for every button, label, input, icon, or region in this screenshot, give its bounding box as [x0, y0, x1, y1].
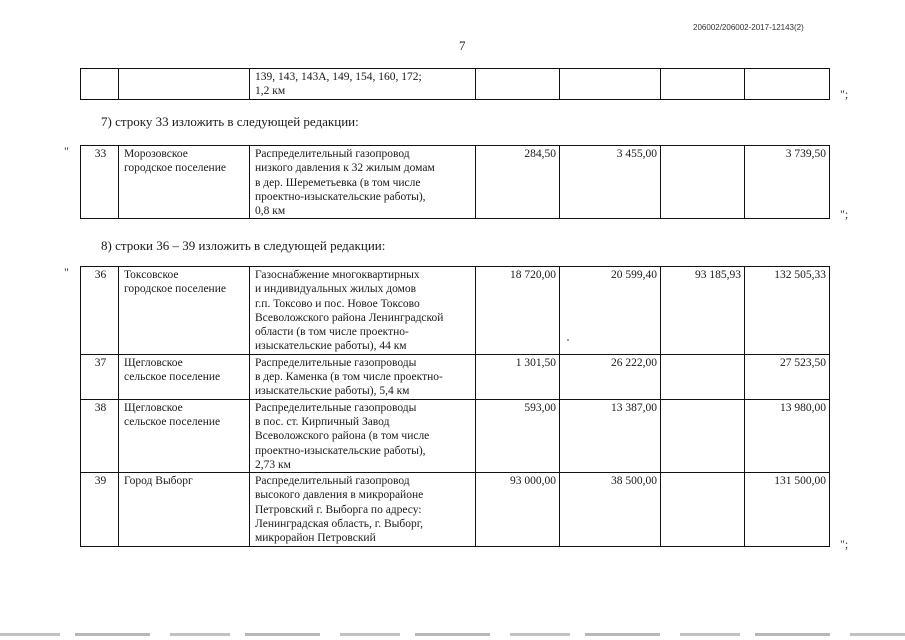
- cell-text-line: изыскательские работы), 44 км: [255, 340, 407, 353]
- description-cell: [250, 69, 476, 100]
- cell-text: 93 185,93: [695, 269, 741, 281]
- cell-text-line: Морозовское: [124, 148, 188, 160]
- cell-text-line: высокого давления в микрорайоне: [255, 489, 424, 502]
- cell-text: 36: [94, 269, 107, 281]
- scan-edge-artifact: [0, 633, 905, 636]
- total-amount-cell: [745, 399, 830, 472]
- row-number-cell: [81, 354, 119, 399]
- amount-cell: [661, 354, 745, 399]
- amount-cell: [476, 473, 560, 546]
- cell-text: 13 980,00: [780, 401, 826, 414]
- total-amount-cell: [745, 267, 830, 355]
- cell-text-line: и индивидуальных жилых домов: [255, 283, 417, 296]
- cell-text-line: Распределительные газопроводы: [255, 356, 417, 369]
- cell-text-line: микрорайон Петровский: [255, 532, 376, 545]
- amount-cell: [560, 267, 661, 355]
- amount-cell: [560, 69, 661, 100]
- cell-text-line: изыскательские работы), 5,4 км: [255, 385, 410, 398]
- cell-text-line: Распределительные газопроводы: [255, 401, 417, 414]
- cell-text-line: в дер. Шереметьевка (в том числе: [255, 176, 421, 189]
- cell-text-line: Всеволожского района (в том числе: [255, 430, 430, 443]
- scan-speck: [567, 339, 569, 341]
- table-row: [81, 473, 830, 546]
- municipality-cell: [119, 399, 250, 472]
- cell-text: 93 000,00: [510, 475, 556, 488]
- description-cell: [250, 399, 476, 472]
- municipality-cell: [119, 267, 250, 355]
- cell-text: 20 599,40: [611, 269, 657, 281]
- amount-cell: [661, 473, 745, 546]
- total-amount-cell: [745, 354, 830, 399]
- row-number-cell: [81, 267, 119, 355]
- cell-text: 3 455,00: [616, 148, 657, 160]
- table-rows-36-39: [80, 266, 830, 547]
- cell-text-line: городское поселение: [124, 162, 226, 175]
- amount-cell: [476, 354, 560, 399]
- cell-text: 1 301,50: [515, 356, 556, 369]
- cell-text-line: проектно-изыскательские работы),: [255, 190, 426, 203]
- cell-text-line: 139, 143, 143А, 149, 154, 160, 172;: [255, 71, 422, 83]
- table-row: [81, 69, 830, 100]
- description-cell: [250, 473, 476, 546]
- cell-text-line: г.п. Токсово и пос. Новое Токсово: [255, 297, 420, 310]
- cell-text-line: области (в том числе проектно-: [255, 326, 409, 339]
- page-number: 7: [459, 38, 466, 53]
- cell-text-line: Распределительный газопровод: [255, 148, 410, 160]
- cell-text-line: 1,2 км: [255, 85, 286, 98]
- cell-text-line: городское поселение: [124, 283, 226, 296]
- cell-text-line: Токсовское: [124, 269, 179, 281]
- total-amount-cell: [745, 69, 830, 100]
- closing-quote: ";: [840, 87, 849, 101]
- row-number-cell: [81, 473, 119, 546]
- table-row: [81, 354, 830, 399]
- opening-quote: ": [64, 265, 69, 279]
- amount-cell: [560, 399, 661, 472]
- cell-text-line: Ленинградская область, г. Выборг,: [255, 518, 423, 531]
- amount-cell: [560, 473, 661, 546]
- cell-text: 38: [94, 401, 107, 414]
- amount-cell: [560, 146, 661, 219]
- cell-text-line: низкого давления к 32 жилым домам: [255, 162, 435, 175]
- municipality-cell: [119, 146, 250, 219]
- cell-text: 13 387,00: [611, 401, 657, 414]
- cell-text-line: 2,73 км: [255, 458, 291, 471]
- row-number-cell: [81, 146, 119, 219]
- amount-cell: [476, 399, 560, 472]
- opening-quote: ": [64, 144, 69, 158]
- cell-text: 593,00: [524, 401, 556, 414]
- cell-text-line: в пос. ст. Кирпичный Завод: [255, 415, 390, 428]
- cell-text-line: Распределительный газопровод: [255, 475, 410, 488]
- cell-text: 26 222,00: [611, 356, 657, 369]
- amount-cell: [661, 69, 745, 100]
- amount-cell: [661, 399, 745, 472]
- cell-text: 37: [94, 356, 107, 369]
- cell-text: 132 505,33: [774, 269, 826, 281]
- description-cell: [250, 354, 476, 399]
- cell-text-line: 0,8 км: [255, 205, 286, 218]
- cell-text-line: сельское поселение: [124, 371, 221, 384]
- municipality-cell: [119, 473, 250, 546]
- section-heading-rows-36-39: 8) строки 36 – 39 изложить в следующей редакции:: [101, 238, 386, 253]
- municipality-cell: [119, 69, 250, 100]
- table-row-33: [80, 145, 830, 219]
- total-amount-cell: [745, 473, 830, 546]
- table-continuation: [80, 68, 830, 100]
- table-row: [81, 146, 830, 219]
- table-row: [81, 399, 830, 472]
- cell-text-line: Щегловское: [124, 356, 183, 369]
- cell-text-line: проектно-изыскательские работы),: [255, 444, 426, 457]
- municipality-cell: [119, 354, 250, 399]
- amount-cell: [661, 267, 745, 355]
- cell-text: 3 739,50: [785, 148, 826, 160]
- cell-text: 284,50: [524, 148, 556, 160]
- row-number-cell: [81, 69, 119, 100]
- cell-text-line: в дер. Каменка (в том числе проектно-: [255, 371, 443, 384]
- table-row: [81, 267, 830, 355]
- cell-text: 39: [94, 475, 107, 488]
- cell-text-line: Газоснабжение многоквартирных: [255, 269, 420, 281]
- amount-cell: [476, 146, 560, 219]
- cell-text-line: сельское поселение: [124, 415, 221, 428]
- amount-cell: [661, 146, 745, 219]
- row-number-cell: [81, 399, 119, 472]
- amount-cell: [560, 354, 661, 399]
- cell-text: 18 720,00: [510, 269, 556, 281]
- closing-quote: ";: [840, 207, 849, 221]
- closing-quote: ";: [840, 537, 849, 551]
- document-id: 206002/206002-2017-12143(2): [693, 23, 804, 32]
- amount-cell: [476, 69, 560, 100]
- description-cell: [250, 267, 476, 355]
- description-cell: [250, 146, 476, 219]
- total-amount-cell: [745, 146, 830, 219]
- section-heading-row-33: 7) строку 33 изложить в следующей редакции:: [101, 114, 359, 129]
- cell-text: 33: [94, 148, 107, 160]
- cell-text-line: Всеволожского района Ленинградской: [255, 311, 444, 324]
- cell-text-line: Петровский г. Выборга по адресу:: [255, 503, 422, 516]
- cell-text-line: Город Выборг: [124, 475, 193, 488]
- cell-text: 38 500,00: [611, 475, 657, 488]
- amount-cell: [476, 267, 560, 355]
- cell-text: 131 500,00: [774, 475, 826, 488]
- cell-text-line: Щегловское: [124, 401, 183, 414]
- cell-text: 27 523,50: [780, 356, 826, 369]
